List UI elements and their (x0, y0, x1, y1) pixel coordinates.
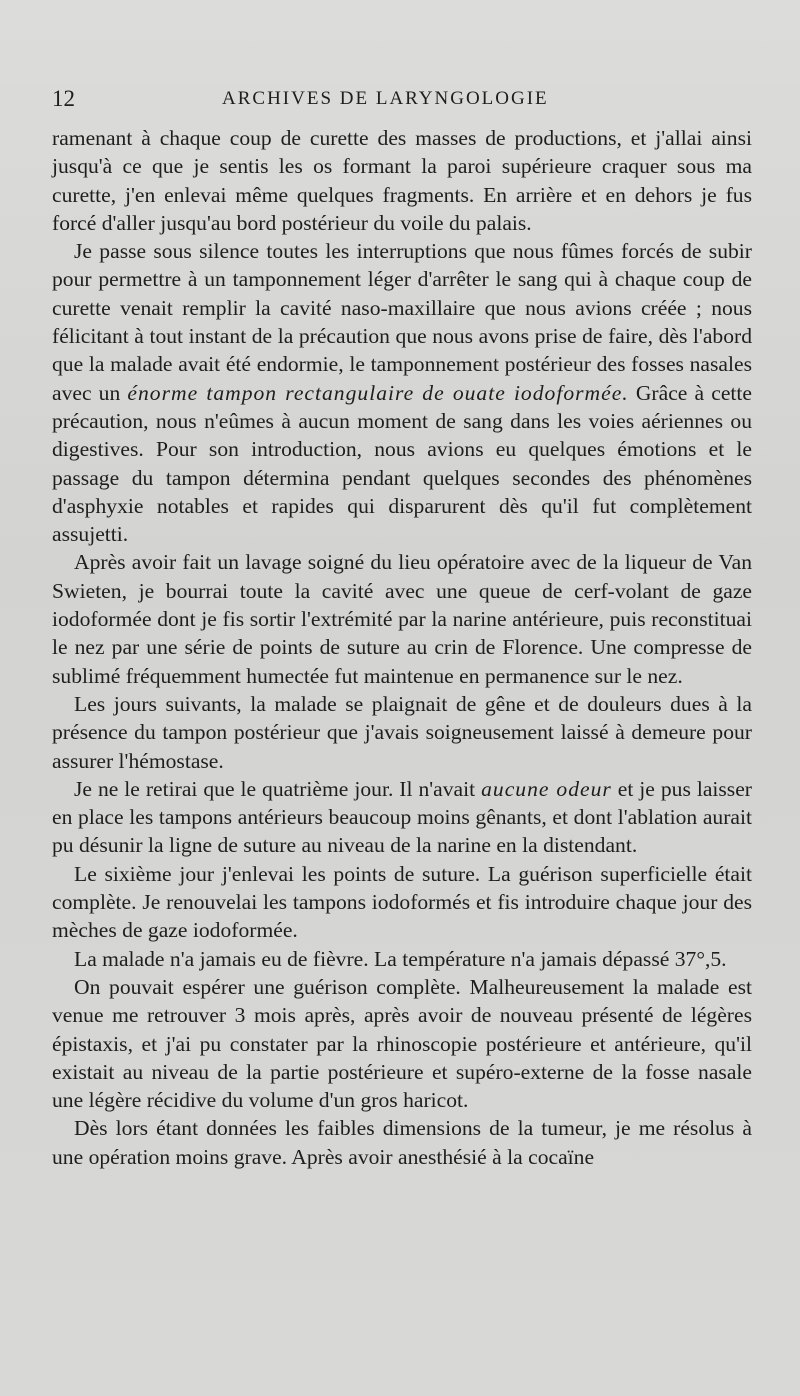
paragraph-1 (52, 124, 752, 237)
paragraph-text: Après avoir fait un lavage soigné du lieu opératoire avec de la liqueur de Van Swieten, je bourrai toute la cavité avec une queue de cerf-volant de gaze iodoformée dont je fis sortir l'extrémité par la narine antérieure, puis reconstituai le nez par une série de points de suture au crin de Florence. Une compresse de sublimé fréquemment humectée fut maintenue en permanence sur le nez. (52, 550, 752, 688)
paragraph-8 (52, 973, 752, 1114)
paragraph-text: Les jours suivants, la malade se plaignait de gêne et de douleurs dues à la présence du tampon postérieur que j'avais soigneusement laissé à demeure pour assurer l'hémostase. (52, 691, 752, 773)
paragraph-text: Dès lors étant données les faibles dimensions de la tumeur, je me résolus à une opération moins grave. Après avoir anesthésié à la cocaïne (52, 1116, 752, 1169)
italic-phrase: aucune odeur (481, 776, 612, 801)
body-text (52, 124, 752, 1171)
paragraph-text: et je pus laisser en place les tampons antérieurs beaucoup moins gênants, et dont l'ablation aurait pu désunir la ligne de suture au niveau de la narine en la distendant. (52, 776, 752, 858)
paragraph-5 (52, 775, 752, 860)
paragraph-text: Grâce à cette précaution, nous n'eûmes à aucun moment de sang dans les voies aériennes ou digestives. Pour son introduction, nous avions eu quelques émotions et le passage du tampon détermina pendant quelques secondes des phénomènes d'asphyxie notables et rapides qui disparurent dès qu'il fut complètement assujetti. (52, 380, 752, 547)
italic-phrase: énorme tampon rectangulaire de ouate iodoformée. (127, 380, 629, 405)
paragraph-text: Le sixième jour j'enlevai les points de suture. La guérison superficielle était complète. Je renouvelai les tampons iodoformés et fis introduire chaque jour des mèches de gaze iodoformée. (52, 861, 752, 943)
paragraph-3 (52, 548, 752, 689)
page-header (52, 86, 750, 116)
paragraph-text: Je ne le retirai que le quatrième jour. Il n'avait (74, 776, 482, 801)
paragraph-text: ramenant à chaque coup de curette des masses de productions, et j'allai ainsi jusqu'à ce que je sentis les os formant la paroi supérieure craquer sous ma curette, j'en enlevai même quelques fragments. En arrière et en dehors je fus forcé d'aller jusqu'au bord postérieur du voile du palais. (52, 126, 752, 235)
paragraph-text: La malade n'a jamais eu de fièvre. La température n'a jamais dépassé 37°,5. (74, 946, 727, 971)
paragraph-6 (52, 860, 752, 945)
page-number: 12 (52, 86, 75, 111)
paragraph-text: On pouvait espérer une guérison complète. Malheureusement la malade est venue me retrouver 3 mois après, après avoir de nouveau présenté de légères épistaxis, et j'ai pu constater par la rhinoscopie postérieure et antérieure, qu'il existait au niveau de la partie postérieure et supéro-externe de la fosse nasale une légère récidive du volume d'un gros haricot. (52, 974, 752, 1113)
paragraph-4 (52, 690, 752, 775)
paragraph-7 (52, 945, 752, 973)
running-title: ARCHIVES DE LARYNGOLOGIE (222, 88, 549, 109)
paragraph-2 (52, 237, 752, 548)
paragraph-text: Je passe sous silence toutes les interruptions que nous fûmes forcés de subir pour permettre à un tamponnement léger d'arrêter le sang qui à chaque coup de curette venait remplir la cavité naso-maxillaire que nous avions créée ; nous félicitant à tout instant de la précaution que nous avons prise de faire, dès l'abord que la malade avait été endormie, le tamponnement postérieur des fosses nasales avec un (52, 239, 752, 405)
paragraph-9 (52, 1114, 752, 1171)
